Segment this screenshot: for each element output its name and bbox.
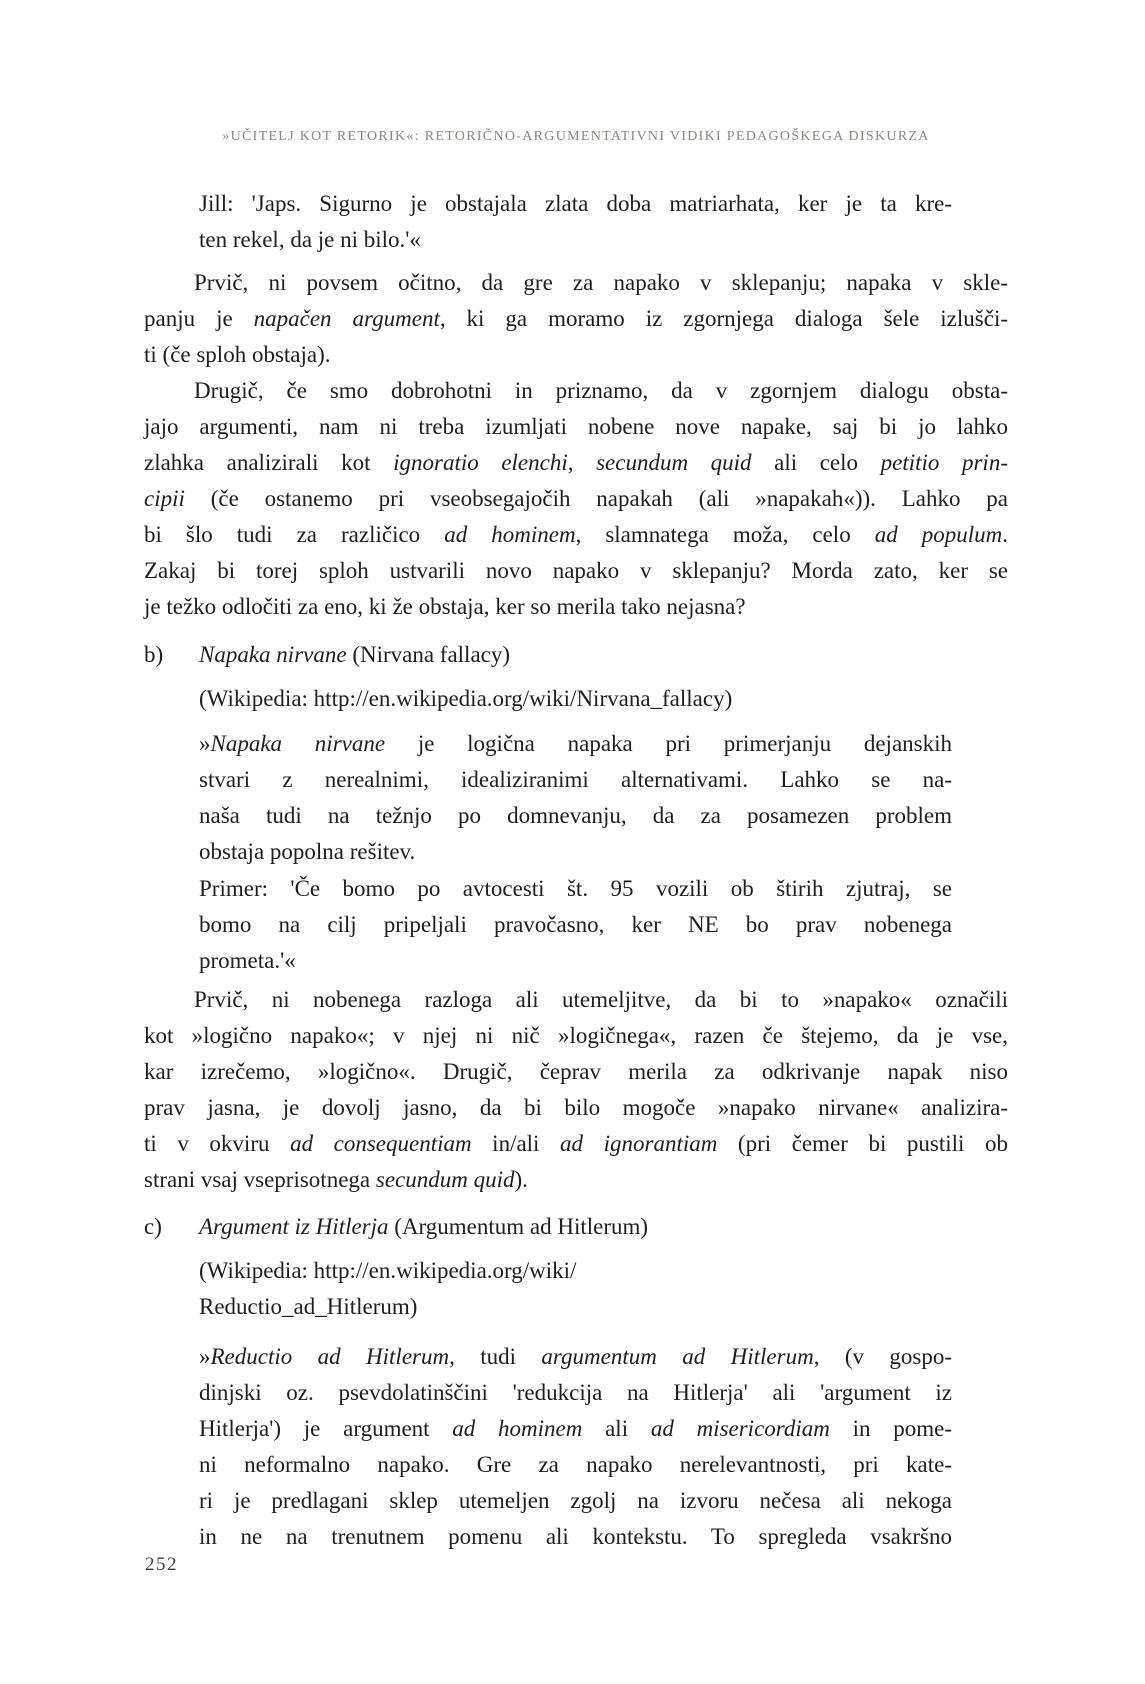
- page-body: [144, 186, 1008, 1555]
- text-line: Jill: 'Japs. Sigurno je obstajala zlata doba matriarhata, ker je ta kre-: [199, 191, 952, 216]
- text-line: Argument iz Hitlerja (Argumentum ad Hitlerum): [199, 1214, 649, 1239]
- text-line: stvari z nerealnimi, idealiziranimi alternativami. Lahko se na-: [199, 767, 952, 792]
- paragraph-drugic: [144, 373, 1008, 625]
- text-line: bi šlo tudi za različico ad hominem, slamnatega moža, celo ad populum.: [144, 522, 1009, 547]
- text-line: strani vsaj vseprisotnega secundum quid).: [144, 1167, 528, 1192]
- text-line: je težko odločiti za eno, ki že obstaja, ker so merila tako nejasna?: [144, 594, 746, 619]
- paragraph-prvic: [144, 265, 1008, 373]
- text-line: panju je napačen argument, ki ga moramo iz zgornjega dialoga šele izlušči-: [144, 306, 1008, 331]
- text-line: kar izrečemo, »logično«. Drugič, čeprav merila za odkrivanje napak niso: [144, 1059, 1008, 1084]
- text-line: ti v okviru ad consequentiam in/ali ad ignorantiam (pri čemer bi pustili ob: [144, 1131, 1008, 1156]
- text-line: Primer: 'Če bomo po avtocesti št. 95 vozili ob štirih zjutraj, se: [199, 876, 952, 901]
- text-line: Zakaj bi torej sploh ustvarili novo napako v sklepanju? Morda zato, ker se: [144, 558, 1008, 583]
- text-line: jajo argumenti, nam ni treba izumljati nobene nove napake, saj bi jo lahko: [144, 414, 1008, 439]
- blockquote-napaka-nirvane: [199, 726, 952, 870]
- list-item-body: [199, 637, 1008, 717]
- paragraph-prvic-ni-nobenega: [144, 982, 1008, 1198]
- page-number: 252: [145, 1554, 178, 1575]
- text-line: ti (če sploh obstaja).: [144, 342, 331, 367]
- text-line: Reductio_ad_Hitlerum): [199, 1294, 418, 1319]
- text-line: Hitlerja') je argument ad hominem ali ad misericordiam in pome-: [199, 1416, 952, 1441]
- blockquote-reductio: [199, 1339, 952, 1555]
- text-line: ni neformalno napako. Gre za napako nerelevantnosti, pri kate-: [199, 1452, 952, 1477]
- text-line: Napaka nirvane (Nirvana fallacy): [199, 642, 511, 667]
- list-item-label: c): [144, 1214, 162, 1239]
- text-line: »Napaka nirvane je logična napaka pri primerjanju dejanskih: [199, 731, 952, 756]
- list-item-c: [144, 1209, 1008, 1325]
- text-line: kot »logično napako«; v njej ni nič »logičnega«, razen če štejemo, da je vse,: [144, 1023, 1008, 1048]
- running-header: »UČITELJ KOT RETORIK«: RETORIČNO-ARGUMENTATIVNI VIDIKI PEDAGOŠKEGA DISKURZA: [222, 129, 930, 144]
- text-line: Prvič, ni nobenega razloga ali utemeljitve, da bi to »napako« označili: [194, 987, 1008, 1012]
- text-line: (Wikipedia: http://en.wikipedia.org/wiki/: [199, 1258, 577, 1283]
- list-item-label: b): [144, 642, 164, 667]
- text-line: prav jasna, je dovolj jasno, da bi bilo mogoče »napako nirvane« analizira-: [144, 1095, 1008, 1120]
- text-line: ri je predlagani sklep utemeljen zgolj na izvoru nečesa ali nekoga: [199, 1488, 952, 1513]
- text-line: cipii (če ostanemo pri vseobsegajočih napakah (ali »napakah«)). Lahko pa: [144, 486, 1008, 511]
- list-item-b: [144, 637, 1008, 717]
- text-line: naša tudi na težnjo po domnevanju, da za posamezen problem: [199, 803, 952, 828]
- text-line: in ne na trenutnem pomenu ali kontekstu. To spregleda vsakršno: [199, 1524, 952, 1549]
- text-line: obstaja popolna rešitev.: [199, 839, 416, 864]
- text-line: prometa.'«: [199, 948, 296, 973]
- text-line: zlahka analizirali kot ignoratio elenchi, secundum quid ali celo petitio prin-: [144, 450, 1008, 475]
- text-line: »Reductio ad Hitlerum, tudi argumentum ad Hitlerum, (v gospo-: [199, 1344, 952, 1369]
- text-line: ten rekel, da je ni bilo.'«: [199, 227, 421, 252]
- text-line: (Wikipedia: http://en.wikipedia.org/wiki/Nirvana_fallacy): [199, 686, 733, 711]
- quote-jill: [199, 186, 952, 258]
- text-line: Drugič, če smo dobrohotni in priznamo, da v zgornjem dialogu obsta-: [194, 378, 1008, 403]
- text-line: dinjski oz. psevdolatinščini 'redukcija na Hitlerja' ali 'argument iz: [199, 1380, 952, 1405]
- blockquote-primer: [199, 871, 952, 979]
- text-line: bomo na cilj pripeljali pravočasno, ker NE bo prav nobenega: [199, 912, 952, 937]
- list-item-body: [199, 1209, 1008, 1325]
- text-line: Prvič, ni povsem očitno, da gre za napako v sklepanju; napaka v skle-: [194, 270, 1008, 295]
